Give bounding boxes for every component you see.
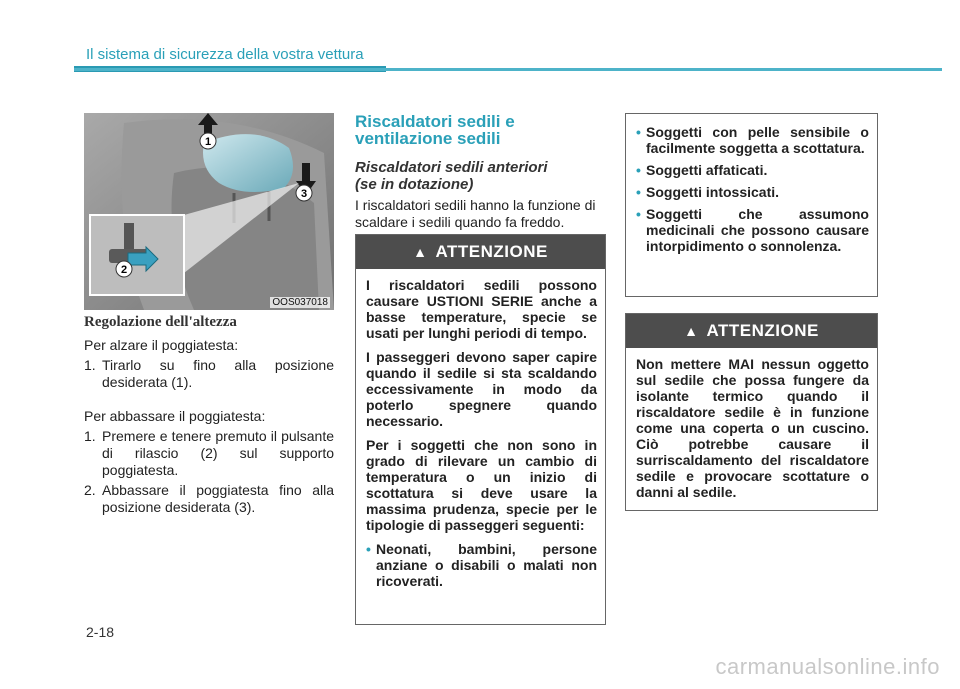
warning-paragraph: I riscaldatori sedili possono causare USTIONI SERIE anche a basse temperature, specie se usati per lunghi periodi di tempo. [366,277,597,341]
bullet-icon: • [636,206,641,222]
heaters-subtitle-line2: (se in dotazione) [355,176,474,193]
callout-1: 1 [204,136,212,148]
photo-code: OOS037018 [272,297,328,308]
warning-body [626,348,877,514]
page-number: 2-18 [86,624,115,640]
raise-step: 1. Tirarlo su fino alla posizione desiderata (1). [84,357,334,390]
heaters-title-line1: Riscaldatori sedili e [355,112,515,131]
bullet-icon: • [636,184,641,200]
bullet-icon: • [636,124,641,140]
warning-box [355,234,606,625]
callout-3: 3 [300,188,308,200]
warning-header [356,235,605,269]
warning-paragraph: I passeggeri devono saper capire quando il sedile si sta scaldando eccessivamente in modo da poterlo spegnere quando necessario. [366,349,597,429]
warning-label: ATTENZIONE [706,321,819,340]
lower-step: 2. Abbassare il poggiatesta fino alla posizione desiderata (3). [84,482,334,515]
list-bullet: • Soggetti intossicati. [636,184,780,200]
height-adjust-title: Regolazione dell'altezza [84,314,237,330]
section-title: Il sistema di sicurezza della vostra vettura [86,46,364,63]
continued-list-box [625,113,878,297]
headrest-drawing [84,113,334,310]
watermark: carmanualsonline.info [715,654,940,679]
heaters-subtitle-line1: Riscaldatori sedili anteriori [355,159,548,176]
header-rule [74,68,942,71]
lower-step: 1. Premere e tenere premuto il pulsante di rilascio (2) sul supporto poggiatesta. [84,428,334,478]
bullet-icon: • [636,162,641,178]
height-adjust-section [84,314,334,519]
warning-body [356,269,605,601]
list-bullet: • Soggetti che assumono medicinali che possono causare intorpidimento o sonnolenza. [636,206,869,254]
list-bullet: • Soggetti con pelle sensibile o facilmente soggetta a scottatura. [636,124,869,156]
warning-paragraph: Non mettere MAI nessun oggetto sul sedile che possa fungere da isolante termico quando il riscaldatore sedile è in funzione come una coperta o un cuscino. Ciò potrebbe causare il surriscaldamento del riscaldatore sedile e provocare scottature o danni al sedile. [636,356,869,500]
lower-intro: Per abbassare il poggiatesta: [84,408,266,424]
continued-list [626,114,877,266]
bullet-icon: • [366,541,371,557]
heaters-title-line2: ventilazione sedili [355,129,501,148]
warning-paragraph: Per i soggetti che non sono in grado di rilevare un cambio di temperatura o un inizio di scottatura si deve usare la massima prudenza, specie per le tipologie di passeggeri seguenti: [366,437,597,533]
callout-2: 2 [120,264,128,276]
warning-label: ATTENZIONE [435,242,548,261]
list-bullet: • Soggetti affaticati. [636,162,768,178]
heaters-body: I riscaldatori sedili hanno la funzione di scaldare i sedili quando fa freddo. [355,197,596,230]
warning-icon: ▲ [413,244,428,260]
headrest-illustration [84,113,334,310]
heaters-section [355,113,605,231]
warning-bullet: • Neonati, bambini, persone anziane o disabili o malati non ricoverati. [366,541,597,589]
warning-icon: ▲ [684,323,699,339]
warning-box-2 [625,313,878,511]
warning-header [626,314,877,348]
raise-intro: Per alzare il poggiatesta: [84,337,239,353]
